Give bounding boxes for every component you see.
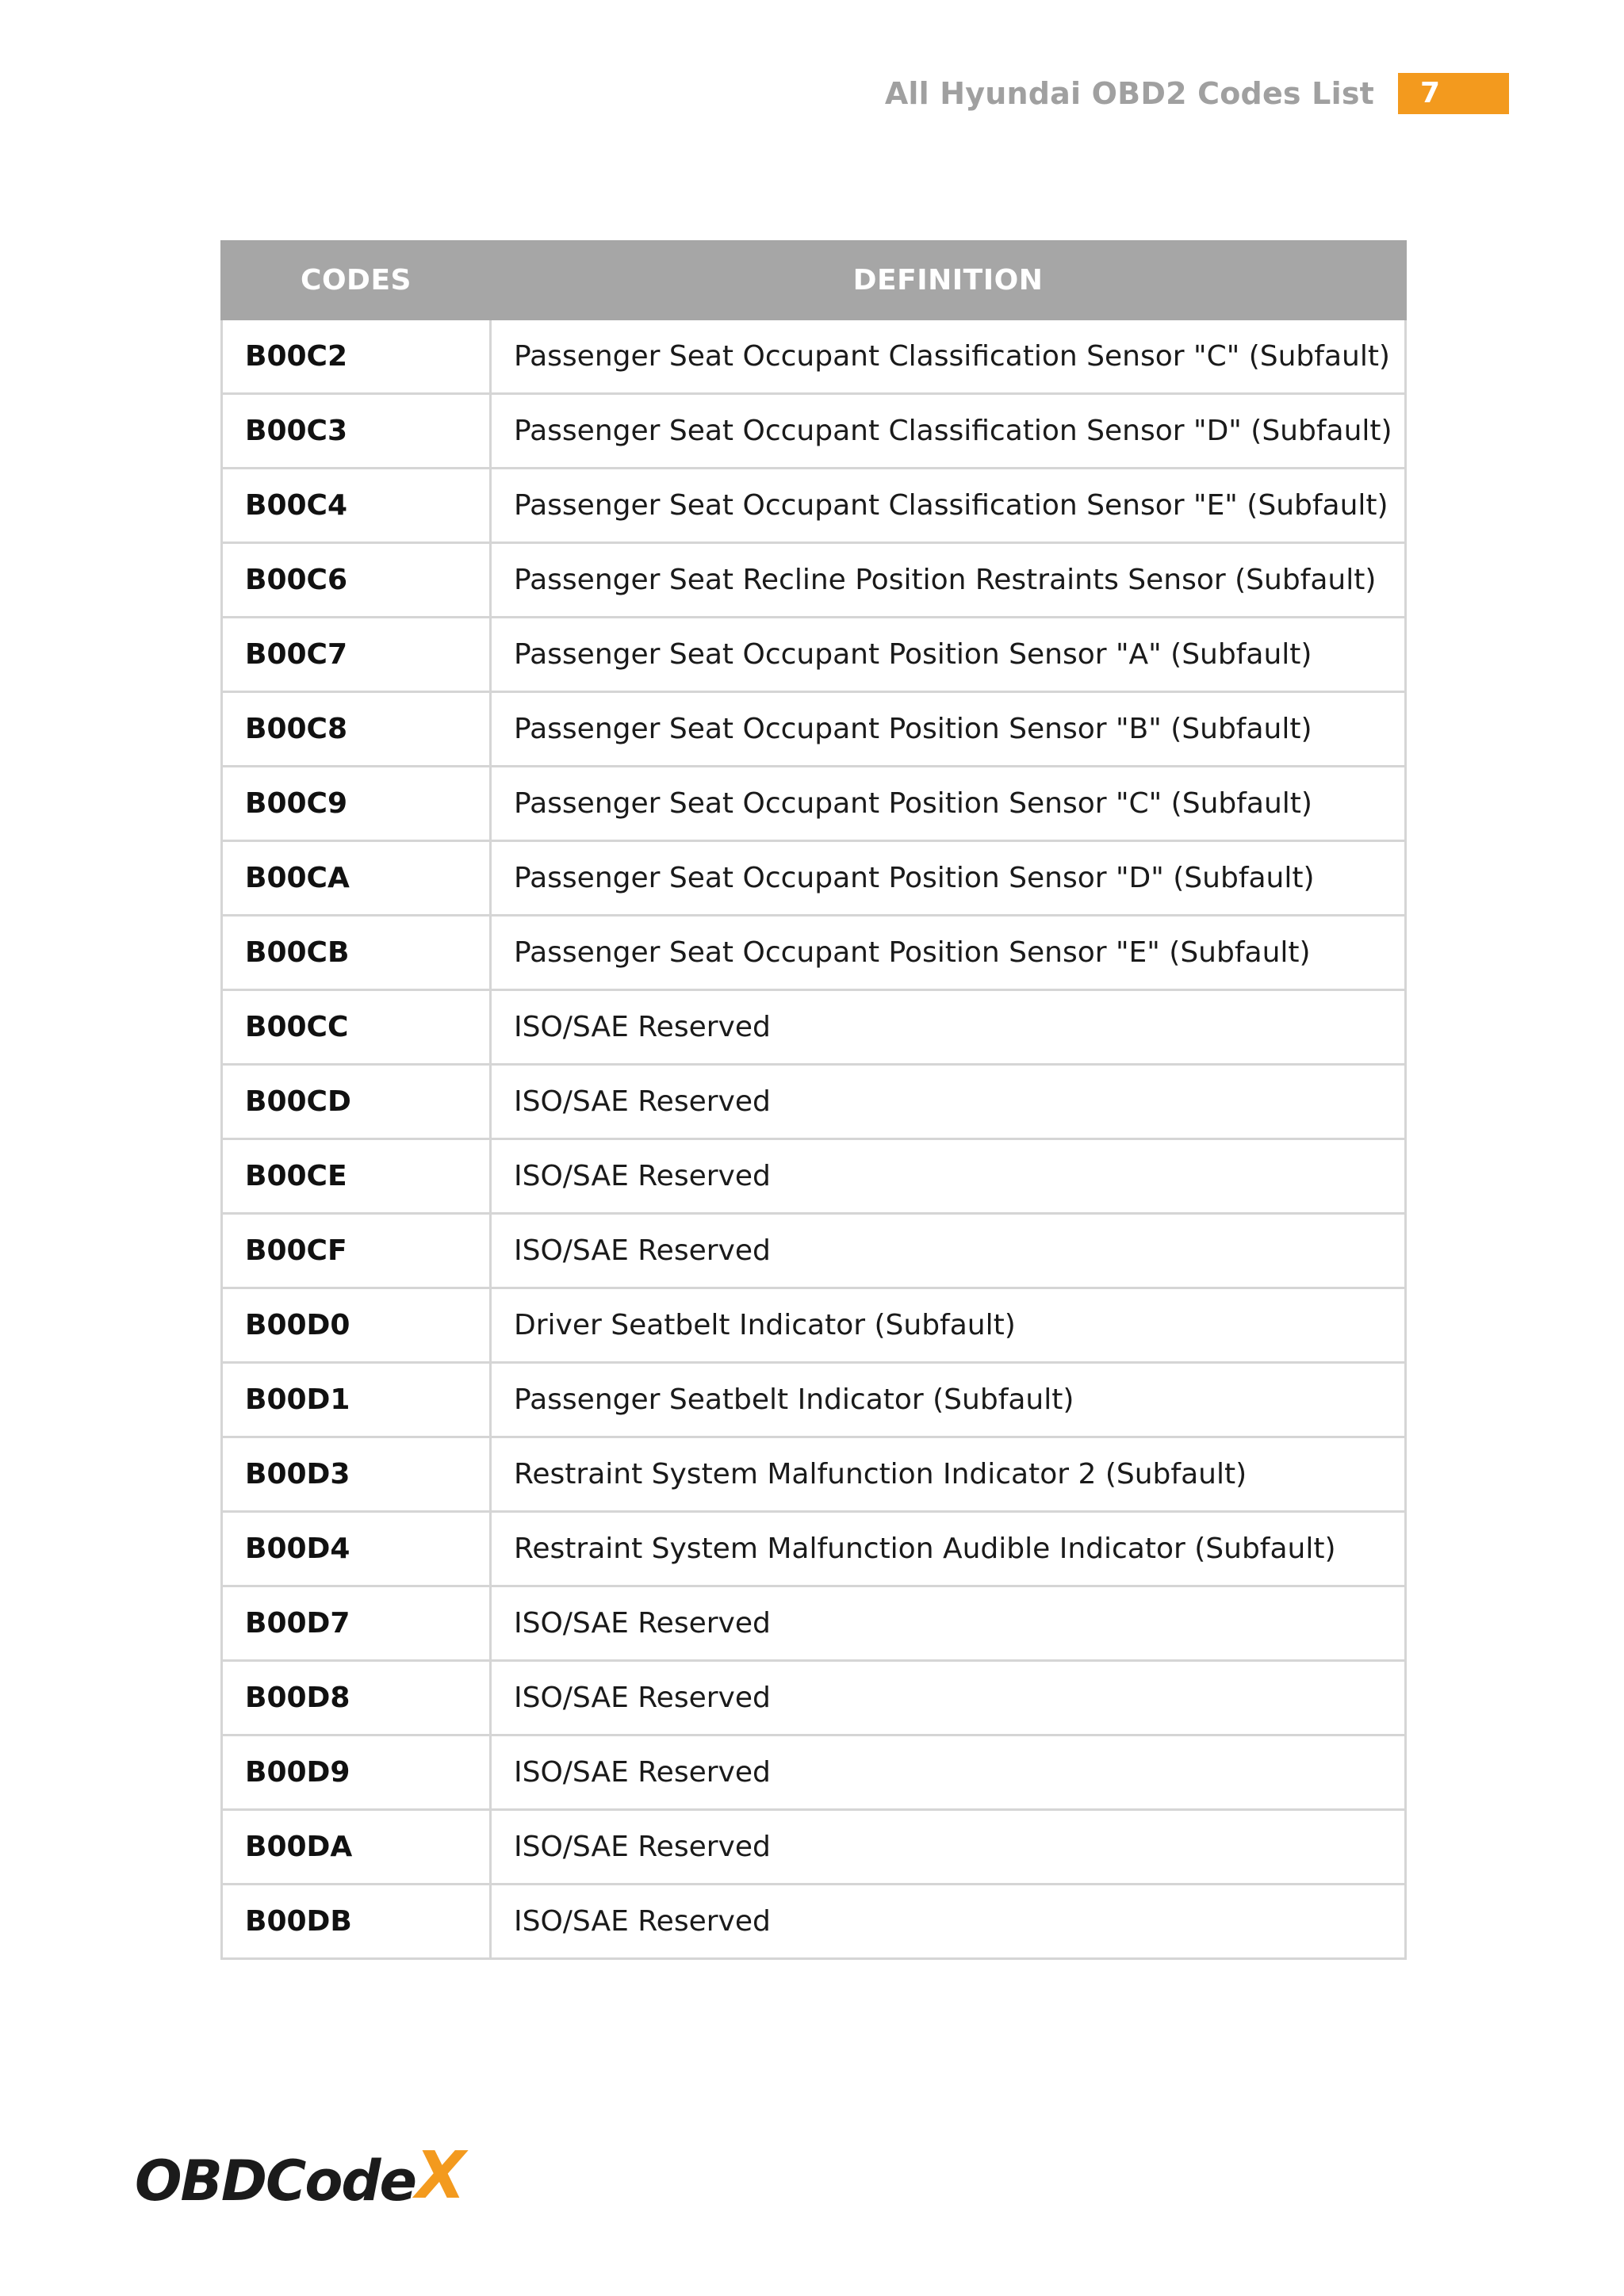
- definition-cell: ISO/SAE Reserved: [491, 1065, 1406, 1139]
- definition-cell: Passenger Seat Occupant Classification Sensor "D" (Subfault): [491, 394, 1406, 469]
- code-cell: B00CF: [222, 1214, 491, 1288]
- definition-cell: ISO/SAE Reserved: [491, 990, 1406, 1065]
- code-cell: B00D8: [222, 1661, 491, 1735]
- code-cell: B00C4: [222, 469, 491, 543]
- code-cell: B00C9: [222, 767, 491, 841]
- code-cell: B00C6: [222, 543, 491, 618]
- definition-cell: ISO/SAE Reserved: [491, 1139, 1406, 1214]
- definition-cell: Passenger Seat Occupant Position Sensor "D" (Subfault): [491, 841, 1406, 916]
- column-header-codes: CODES: [222, 242, 491, 320]
- code-cell: B00CD: [222, 1065, 491, 1139]
- definition-cell: ISO/SAE Reserved: [491, 1735, 1406, 1810]
- definition-cell: Passenger Seat Occupant Position Sensor "A" (Subfault): [491, 618, 1406, 692]
- table-row: [222, 320, 1406, 394]
- definition-cell: ISO/SAE Reserved: [491, 1810, 1406, 1885]
- code-cell: B00CA: [222, 841, 491, 916]
- codes-table: [220, 240, 1407, 1960]
- code-cell: B00D9: [222, 1735, 491, 1810]
- logo-accent-text: X: [416, 2138, 465, 2214]
- table-row: [222, 1363, 1406, 1437]
- table-body: [222, 320, 1406, 1959]
- definition-cell: Passenger Seat Recline Position Restraints Sensor (Subfault): [491, 543, 1406, 618]
- table-header-row: [222, 242, 1406, 320]
- definition-cell: ISO/SAE Reserved: [491, 1586, 1406, 1661]
- table-row: [222, 916, 1406, 990]
- column-header-definition: DEFINITION: [491, 242, 1406, 320]
- definition-cell: Driver Seatbelt Indicator (Subfault): [491, 1288, 1406, 1363]
- logo-text: OBDCode: [135, 2149, 416, 2214]
- code-cell: B00CB: [222, 916, 491, 990]
- table-row: [222, 1885, 1406, 1959]
- page-header: [885, 73, 1509, 114]
- document-title: All Hyundai OBD2 Codes List: [884, 76, 1374, 111]
- table-row: [222, 1735, 1406, 1810]
- table-row: [222, 841, 1406, 916]
- table-row: [222, 1288, 1406, 1363]
- code-cell: B00D0: [222, 1288, 491, 1363]
- table-row: [222, 767, 1406, 841]
- code-cell: B00D4: [222, 1512, 491, 1586]
- definition-cell: ISO/SAE Reserved: [491, 1214, 1406, 1288]
- definition-cell: Passenger Seatbelt Indicator (Subfault): [491, 1363, 1406, 1437]
- table-row: [222, 990, 1406, 1065]
- definition-cell: Passenger Seat Occupant Position Sensor "B" (Subfault): [491, 692, 1406, 767]
- code-cell: B00DB: [222, 1885, 491, 1959]
- table-row: [222, 1810, 1406, 1885]
- code-cell: B00DA: [222, 1810, 491, 1885]
- table-row: [222, 618, 1406, 692]
- definition-cell: ISO/SAE Reserved: [491, 1661, 1406, 1735]
- table-row: [222, 1214, 1406, 1288]
- definition-cell: Restraint System Malfunction Audible Indicator (Subfault): [491, 1512, 1406, 1586]
- definition-cell: Passenger Seat Occupant Classification Sensor "C" (Subfault): [491, 320, 1406, 394]
- table-row: [222, 469, 1406, 543]
- table-row: [222, 1437, 1406, 1512]
- definition-cell: ISO/SAE Reserved: [491, 1885, 1406, 1959]
- code-cell: B00C2: [222, 320, 491, 394]
- code-cell: B00D1: [222, 1363, 491, 1437]
- table-row: [222, 692, 1406, 767]
- table-row: [222, 1661, 1406, 1735]
- code-cell: B00C3: [222, 394, 491, 469]
- table-row: [222, 1512, 1406, 1586]
- definition-cell: Restraint System Malfunction Indicator 2 (Subfault): [491, 1437, 1406, 1512]
- code-cell: B00D7: [222, 1586, 491, 1661]
- table-row: [222, 543, 1406, 618]
- code-cell: B00D3: [222, 1437, 491, 1512]
- code-cell: B00CE: [222, 1139, 491, 1214]
- code-cell: B00C8: [222, 692, 491, 767]
- code-cell: B00CC: [222, 990, 491, 1065]
- page-number-badge: 7: [1398, 73, 1509, 114]
- table-row: [222, 1139, 1406, 1214]
- obdcodex-logo: [135, 2138, 465, 2214]
- definition-cell: Passenger Seat Occupant Position Sensor "E" (Subfault): [491, 916, 1406, 990]
- code-cell: B00C7: [222, 618, 491, 692]
- definition-cell: Passenger Seat Occupant Position Sensor "C" (Subfault): [491, 767, 1406, 841]
- table-row: [222, 394, 1406, 469]
- table-row: [222, 1065, 1406, 1139]
- table-row: [222, 1586, 1406, 1661]
- definition-cell: Passenger Seat Occupant Classification Sensor "E" (Subfault): [491, 469, 1406, 543]
